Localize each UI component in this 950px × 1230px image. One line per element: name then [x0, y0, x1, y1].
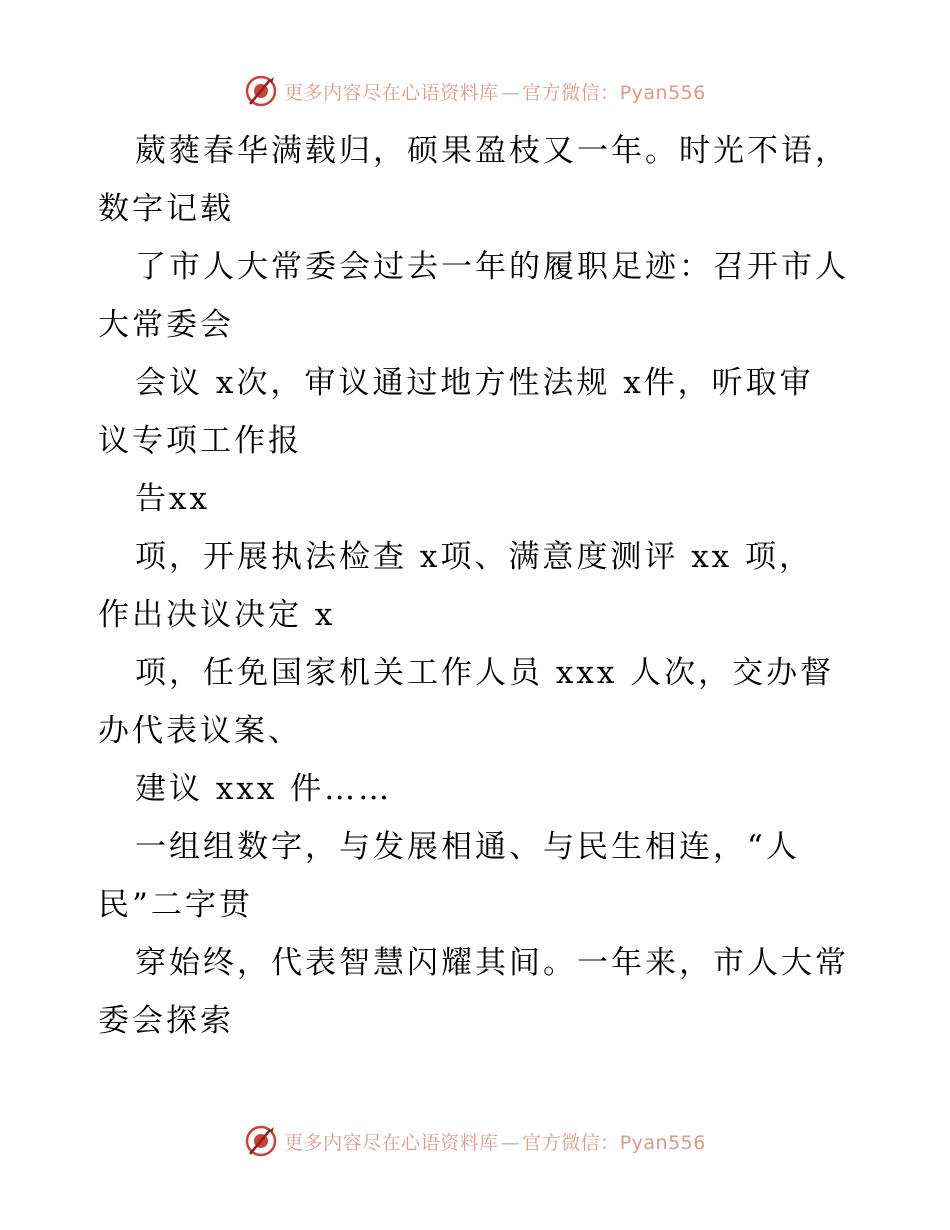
- body-line: 数字记载: [98, 191, 234, 227]
- body-line: 会议 x次，审议通过地方性法规 x件，听取审: [135, 365, 814, 401]
- document-body: [98, 122, 858, 1050]
- body-line: 项，任免国家机关工作人员 xxx 人次，交办督: [135, 655, 835, 691]
- watermark-text: [284, 1128, 706, 1155]
- body-line: 委会探索: [98, 1003, 234, 1039]
- watermark-label: 官方微信：: [522, 81, 620, 104]
- watermark-brand: 更多内容尽在心语资料库: [284, 1131, 499, 1154]
- header-watermark: [0, 71, 950, 111]
- body-line: 大常委会: [98, 307, 234, 343]
- body-line: 建议 xxx 件……: [135, 771, 393, 807]
- body-line: 作出决议决定 x: [98, 597, 336, 633]
- watermark-brand: 更多内容尽在心语资料库: [284, 81, 499, 104]
- body-line: 办代表议案、: [98, 713, 302, 749]
- body-line: 项，开展执法检查 x项、满意度测评 xx 项，: [135, 539, 814, 575]
- body-line: 议专项工作报: [98, 423, 302, 459]
- body-line: 了市人大常委会过去一年的履职足迹：召开市人: [135, 249, 849, 285]
- watermark-label: 官方微信：: [522, 1131, 620, 1154]
- body-line: 葳蕤春华满载归，硕果盈枝又一年。时光不语，: [135, 133, 849, 169]
- watermark-account: Pyan556: [619, 1131, 706, 1154]
- footer-watermark: [0, 1121, 950, 1161]
- watermark-separator: —: [500, 81, 521, 104]
- body-line: 告xx: [135, 481, 210, 517]
- quill-logo-icon: [244, 1124, 278, 1158]
- watermark-separator: —: [500, 1131, 521, 1154]
- body-line: 民”二字贯: [98, 887, 253, 923]
- quill-logo-icon: [244, 74, 278, 108]
- body-line: 穿始终，代表智慧闪耀其间。一年来，市人大常: [135, 945, 849, 981]
- body-line: 一组组数字，与发展相通、与民生相连，“人: [135, 829, 800, 865]
- watermark-account: Pyan556: [619, 81, 706, 104]
- watermark-text: [284, 78, 706, 105]
